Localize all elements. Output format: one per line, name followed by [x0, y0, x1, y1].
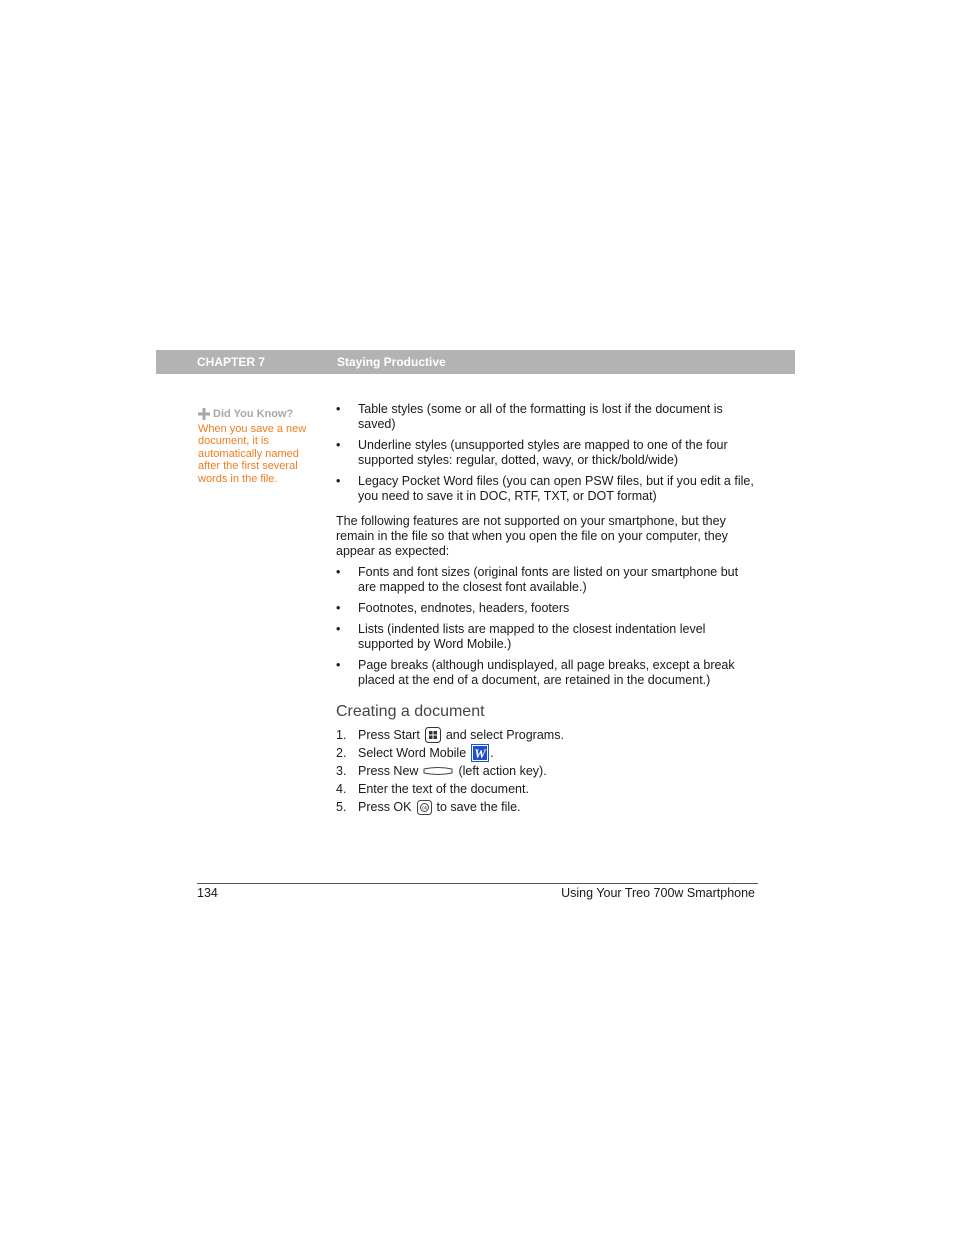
- chapter-header-bar: [156, 350, 795, 374]
- chapter-label: CHAPTER 7: [197, 355, 266, 369]
- step-number: 3.: [336, 764, 347, 778]
- section-title: Staying Productive: [337, 355, 446, 369]
- step-item: 4. Enter the text of the document.: [336, 782, 529, 796]
- bullet-mark: •: [336, 438, 341, 452]
- list-item: • Table styles (some or all of the formatting is lost if the document is saved): [336, 402, 723, 431]
- step-number: 1.: [336, 728, 347, 742]
- list-item: • Page breaks (although undisplayed, all page breaks, except a break placed at the end of a document, are retained in the document.): [336, 658, 735, 687]
- bullet-mark: •: [336, 658, 341, 672]
- retained-features-list: [336, 565, 756, 688]
- left-action-key-icon: [423, 766, 453, 776]
- tip-title: Did You Know?: [213, 408, 294, 420]
- intro-paragraph: The following features are not supported on your smartphone, but they remain in the file so that when you open the file on your computer, they appear as expected:: [336, 514, 728, 558]
- ok-button-icon: [417, 800, 432, 815]
- step-item: 2. Select Word Mobile W .: [336, 746, 494, 761]
- list-item: • Underline styles (unsupported styles are mapped to one of the four supported styles: regular, dotted, wavy, or thick/bold/wide): [336, 438, 728, 467]
- bullet-mark: •: [336, 601, 341, 615]
- steps-list: [336, 726, 756, 816]
- step-item: 5. Press OK ok to save the file.: [336, 800, 521, 814]
- list-item: • Legacy Pocket Word files (you can open PSW files, but if you edit a file, you need to save it in DOC, RTF, TXT, or DOT format): [336, 474, 754, 503]
- section-heading: Creating a document: [336, 703, 485, 720]
- plus-icon: [198, 408, 210, 420]
- did-you-know-tip: [198, 408, 318, 486]
- bullet-mark: •: [336, 622, 341, 636]
- svg-text:ok: ok: [421, 805, 427, 811]
- unsupported-features-list: [336, 402, 756, 504]
- tip-body: When you save a new document, it is automatically named after the first several words in the file.: [198, 422, 307, 485]
- main-content: [336, 402, 756, 816]
- start-icon: [425, 727, 441, 743]
- step-number: 2.: [336, 746, 347, 760]
- book-title: Using Your Treo 700w Smartphone: [561, 886, 755, 900]
- word-mobile-icon: [471, 744, 489, 762]
- step-item: 3. Press New (left action key).: [336, 764, 547, 778]
- list-item: • Footnotes, endnotes, headers, footers: [336, 601, 570, 615]
- step-number: 4.: [336, 782, 347, 796]
- bullet-mark: •: [336, 474, 341, 488]
- list-item: • Lists (indented lists are mapped to the closest indentation level supported by Word Mobile.): [336, 622, 706, 651]
- page-number: 134: [197, 886, 218, 900]
- svg-text:W: W: [474, 746, 486, 761]
- step-number: 5.: [336, 800, 347, 814]
- step-item: 1. Press Start and select Programs.: [336, 728, 564, 742]
- list-item: • Fonts and font sizes (original fonts are listed on your smartphone but are mapped to the closest font available.): [336, 565, 739, 594]
- footer-divider: [197, 883, 758, 884]
- tip-heading: [198, 408, 318, 421]
- bullet-mark: •: [336, 565, 341, 579]
- bullet-mark: •: [336, 402, 341, 416]
